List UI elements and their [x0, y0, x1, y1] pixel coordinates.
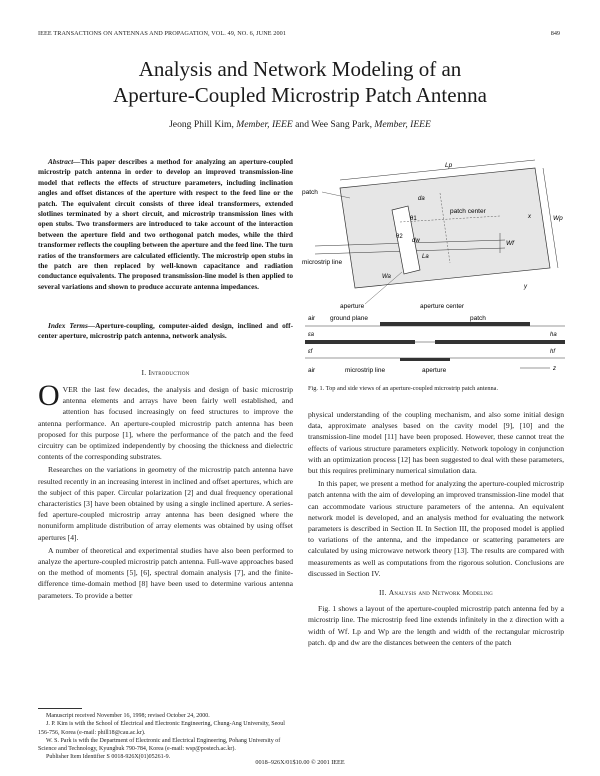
section-2-numeral: II.	[379, 588, 387, 598]
title-line-1: Analysis and Network Modeling of an	[138, 57, 462, 81]
label-wf: Wf	[506, 240, 514, 247]
author-line	[40, 119, 560, 130]
author-2-role: Member, IEEE	[374, 119, 431, 130]
figure-1	[300, 158, 570, 380]
patch-side-shape	[380, 322, 530, 326]
label-patch: patch	[302, 189, 318, 196]
index-terms-text: Aperture-coupling, computer-aided design, inclined and off-center aperture, microstrip patch antenna, network analysis.	[38, 321, 294, 341]
label-x-axis: x	[528, 214, 531, 220]
label-y-axis: y	[524, 284, 527, 290]
footnotes	[38, 712, 293, 762]
figure-caption: Fig. 1. Top and side views of an aperture-coupled microstrip patch antenna.	[308, 385, 499, 392]
label-patch-center: patch center	[450, 208, 486, 215]
copyright-line: 0018–926X/01$10.00 © 2001 IEEE	[255, 759, 345, 766]
paper-title	[40, 56, 560, 108]
running-head: IEEE TRANSACTIONS ON ANTENNAS AND PROPAGATION, VOL. 49, NO. 6, JUNE 2001	[38, 30, 287, 37]
title-line-2: Aperture-Coupled Microstrip Patch Antenna	[113, 83, 487, 107]
label-patch-side: patch	[470, 315, 486, 322]
label-da: da	[418, 196, 425, 202]
label-ground-plane: ground plane	[330, 315, 368, 322]
label-aperture-center: aperture center	[420, 303, 465, 310]
index-terms-label: Index Terms—	[48, 321, 96, 330]
label-microstrip-line-side: microstrip line	[345, 367, 386, 374]
section-2-title: Analysis and Network Modeling	[388, 588, 493, 598]
section-1-title: Introduction	[148, 368, 190, 377]
section-1-numeral: I.	[141, 368, 147, 377]
author-2-name: Wee Sang Park,	[311, 119, 373, 130]
footnote-rule	[38, 708, 82, 709]
drop-cap: O	[38, 379, 60, 412]
author-1-role: Member, IEEE	[236, 119, 293, 130]
index-terms	[38, 321, 293, 342]
abstract	[38, 157, 293, 292]
footnote-author-2: W. S. Park is with the Department of Electronic and Electrical Engineering, Pohang University of Science and Technology, Kyungbuk 790-784, Korea (e-mail: wsp@postech.ac.kr).	[38, 737, 281, 753]
label-air-bottom: air	[308, 367, 316, 374]
label-epsilon-a: εa	[308, 332, 314, 338]
label-epsilon-f: εf	[308, 349, 313, 355]
section-2-heading	[308, 587, 564, 598]
section-1-heading	[38, 368, 293, 377]
label-aperture: aperture	[340, 303, 365, 310]
microstrip-line-side	[400, 358, 450, 361]
label-wa: Wa	[382, 274, 391, 280]
label-ha: ha	[550, 332, 557, 338]
paragraph-intro-3: A number of theoretical and experimental studies have also been performed to analyze the aperture-coupled microstrip patch antenna. Full-wave approaches based on the method of moments [5], [6], spectral domain analysis [7], and the finite-difference time-domain method [8] have been used to determine various antenna parameters. To provide a better	[38, 545, 293, 600]
footnote-pii: Publisher Item Identifier S 0018-926X(01)05261-9.	[46, 754, 171, 761]
label-z-axis: z	[553, 366, 556, 372]
ground-plane-right	[435, 340, 565, 344]
label-la: La	[422, 254, 429, 260]
footnote-received: Manuscript received November 16, 1998; revised October 24, 2000.	[46, 713, 210, 719]
label-aperture-side: aperture	[422, 367, 447, 374]
label-hf: hf	[550, 349, 556, 355]
abstract-text: This paper describes a method for analyzing an aperture-coupled microstrip patch antenna in order to develop an improved transmission-line model that reflects the effects of structure parameters, including inclination angles and offset distances of the aperture with respect to the feed line or the patch. The equivalent circuit consists of three ideal transformers, extended slotlines terminated by a short circuit, and microstrip transmission lines with open stubs. Two transformers are introduced to take account of the interaction between the aperture field and two orthogonal patch modes, while the third transformer reflects the coupling between the aperture and the feed line. The turn ratios of the transformers are calculated efficiently. The microstrip open stubs in the patch are then replaced by well-known capacitance and radiation conductance equivalents. The proposed transmission-line model is then applied to several variations and shown to produce accurate antenna impedances.	[38, 157, 293, 291]
paragraph-intro-2: Researches on the variations in geometry of the microstrip patch antenna have resulted recently in an increasing interest in inclined and offset apertures, which are the subject of this paper. Circular polarization [2] and dual frequency operational characteristics [3] have been obtained by using a single inclined aperture. A series-fed aperture-coupled microstrip array antenna has been designed where the nonuniform amplitude distribution of array elements was obtained by using offset apertures [4].	[38, 465, 293, 542]
label-theta2: θ2	[396, 234, 403, 240]
paragraph-intro-1-text: VER the last few decades, the analysis and design of basic microstrip antenna elements and arrays have been fairly well established, and attention has focused increasingly on feed structures to improve the antenna performance. An aperture-coupled microstrip patch antenna has been proposed for this purpose [1], where the performance of the patch and the feed circuitry can be optimized independently by choosing the thickness and dielectric contents of the corresponding substrates.	[38, 385, 293, 462]
left-column-body	[38, 379, 293, 601]
paragraph-intro-5: In this paper, we present a method for analyzing the aperture-coupled microstrip patch antenna with the aim of developing an improved transmission-line model that can accommodate various structure parameters of the antenna. An equivalent network model is developed, and an analysis method for evaluating the network parameters is described in Section II. In Section III, the proposed model is applied to variations of the antenna, and the impedance or scattering parameters are calculated by using microwave network theory [13]. The results are compared with measurements as well as computations from the rigorous solution. Conclusions are discussed in Section IV.	[308, 479, 564, 578]
paragraph-continued: physical understanding of the coupling mechanism, and also some initial design data, approximate analyses based on the cavity model [9], [10] and the transmission-line model [11] have been proposed. However, these cannot treat the effects of various structure parameters explicitly. Network topology in conjunction with an optimization process [12] has been suggested to deal with these parameters, but this requires preliminary numerical simulation data.	[308, 410, 564, 476]
label-air-top: air	[308, 315, 316, 322]
author-conjunction: and	[295, 119, 309, 130]
paragraph-section-2: Fig. 1 shows a layout of the aperture-coupled microstrip patch antenna fed by a microstrip line. The microstrip feed line extends infinitely in the z direction with a width of Wf. Lp and Wp are the length and width of the rectangular microstrip patch. dp and dw are the distances between the centers of the patch	[308, 604, 564, 647]
page-number: 849	[550, 30, 560, 37]
abstract-label: Abstract—	[48, 157, 81, 166]
label-microstrip-line: microstrip line	[302, 259, 343, 266]
author-1-name: Jeong Phill Kim,	[169, 119, 234, 130]
label-dw: dw	[412, 238, 420, 244]
right-column-body	[308, 409, 564, 648]
paragraph-intro-1	[38, 379, 293, 462]
label-wp: Wp	[553, 215, 563, 222]
footnote-author-1: J. P. Kim is with the School of Electrical and Electronic Engineering, Chung-Ang University, Seoul 156-756, Korea (e-mail: phill18@cau.ac.kr).	[38, 721, 285, 736]
label-theta1: θ1	[410, 216, 417, 222]
ground-plane-left	[305, 340, 415, 344]
label-lp: Lp	[445, 162, 453, 169]
